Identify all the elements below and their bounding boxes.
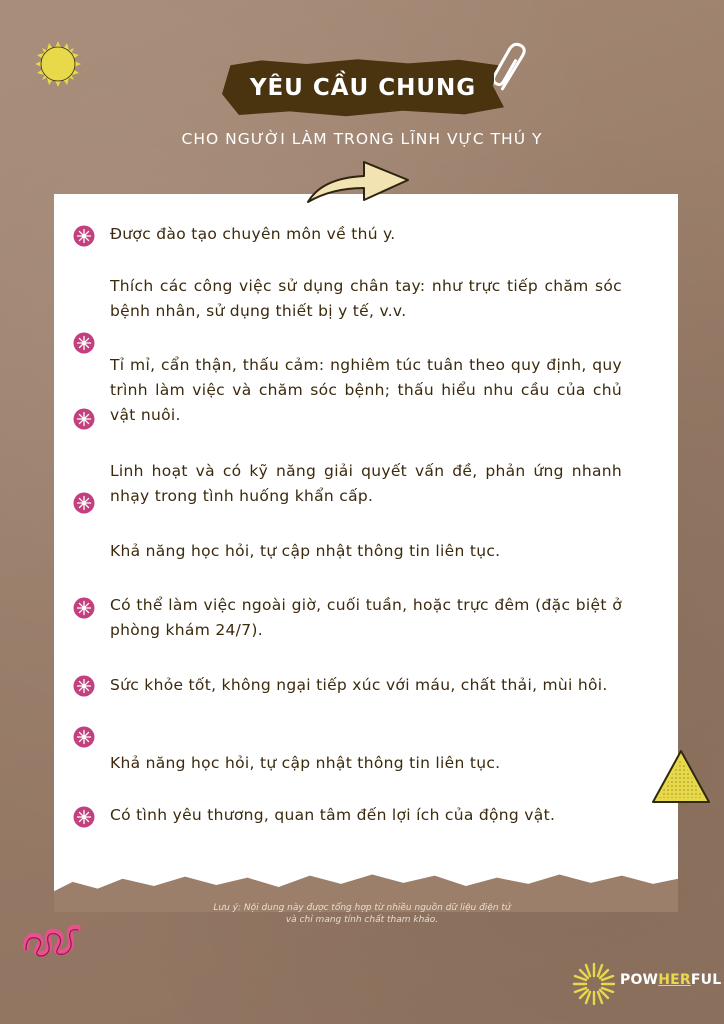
- paperclip-icon: [494, 40, 528, 98]
- swirl-icon: [20, 914, 86, 964]
- brand-logo: [620, 972, 721, 988]
- sun-icon: [34, 40, 82, 88]
- requirement-text: Tỉ mỉ, cẩn thận, thấu cảm: nghiêm túc tuân theo quy định, quy trình làm việc và chăm sóc bệnh; thấu hiểu nhu cầu của chủ vật nuôi.: [110, 356, 622, 424]
- footnote-line: và chỉ mang tính chất tham khảo.: [285, 915, 439, 925]
- requirement-text: Có tình yêu thương, quan tâm đến lợi ích của động vật.: [110, 806, 556, 824]
- requirement-text: Khả năng học hỏi, tự cập nhật thông tin liên tục.: [110, 542, 501, 560]
- flower-bullet-icon: [73, 726, 95, 748]
- page-subtitle: CHO NGƯỜI LÀM TRONG LĨNH VỰC THÚ Y: [181, 130, 543, 148]
- requirement-text: Sức khỏe tốt, không ngại tiếp xúc với máu, chất thải, mùi hôi.: [110, 676, 608, 694]
- requirement-text: Linh hoạt và có kỹ năng giải quyết vấn đề, phản ứng nhanh nhạy trong tình huống khẩn cấp.: [110, 462, 622, 505]
- triangle-icon: [650, 748, 712, 806]
- requirement-text: Có thể làm việc ngoài giờ, cuối tuần, hoặc trực đêm (đặc biệt ở phòng khám 24/7).: [110, 596, 622, 639]
- flower-bullet-icon: [73, 806, 95, 828]
- requirement-text: Khả năng học hỏi, tự cập nhật thông tin liên tục.: [110, 754, 501, 772]
- flower-bullet-icon: [73, 332, 95, 354]
- flower-bullet-icon: [73, 408, 95, 430]
- logo-part: POW: [620, 972, 659, 988]
- footnote-line: Lưu ý: Nội dung này được tổng hợp từ nhiều nguồn dữ liệu điện tử: [213, 903, 511, 913]
- requirement-text: Được đào tạo chuyên môn về thú y.: [110, 225, 396, 243]
- arrow-icon: [304, 156, 412, 208]
- logo-part: HER: [658, 972, 691, 988]
- footnote: [160, 902, 564, 926]
- flower-bullet-icon: [73, 597, 95, 619]
- flower-bullet-icon: [73, 492, 95, 514]
- requirement-text: Thích các công việc sử dụng chân tay: như trực tiếp chăm sóc bệnh nhân, sử dụng thiết bị y tế, v.v.: [110, 277, 622, 320]
- logo-part: FUL: [690, 972, 722, 988]
- flower-bullet-icon: [73, 675, 95, 697]
- page-title: YÊU CẦU CHUNG: [249, 75, 477, 101]
- burst-icon: [572, 962, 616, 1006]
- flower-bullet-icon: [73, 225, 95, 247]
